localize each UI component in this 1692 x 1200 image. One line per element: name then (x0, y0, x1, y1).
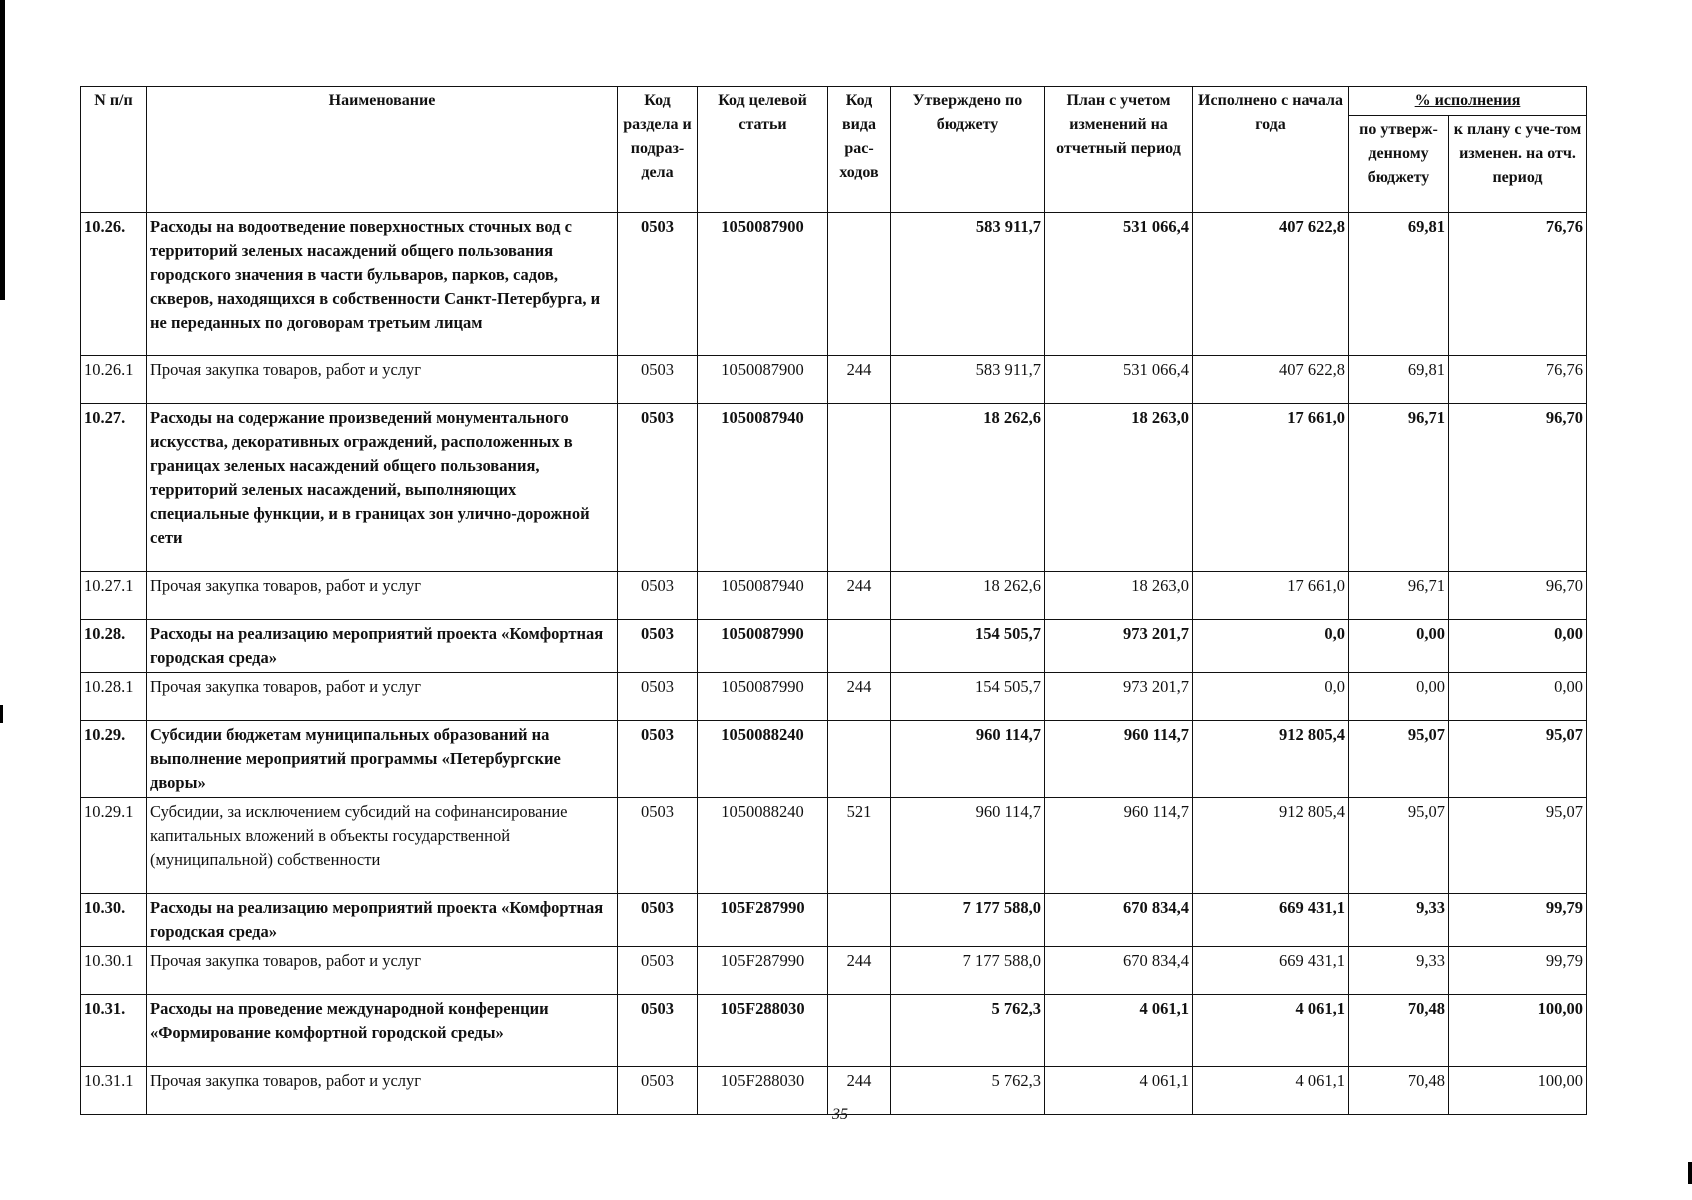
cell-name: Прочая закупка товаров, работ и услуг (147, 1067, 618, 1115)
cell-name: Расходы на реализацию мероприятий проекта «Комфортная городская среда» (147, 620, 618, 673)
cell-target: 1050088240 (698, 798, 828, 894)
cell-name: Расходы на содержание произведений монументального искусства, декоративных ограждений, расположенных в границах зеленых насаждений общего пользования, территорий зеленых насаждений, выполняющих специальные функции, и в границах зон улично-дорожной сети (147, 404, 618, 572)
cell-vid (828, 213, 891, 356)
cell-target: 1050087900 (698, 213, 828, 356)
cell-plan: 973 201,7 (1045, 673, 1193, 721)
cell-pct-approved: 96,71 (1349, 404, 1449, 572)
cell-pct-plan: 0,00 (1449, 620, 1587, 673)
cell-pct-approved: 95,07 (1349, 798, 1449, 894)
cell-executed: 407 622,8 (1193, 356, 1349, 404)
cell-razdel: 0503 (618, 620, 698, 673)
table-row (81, 620, 1587, 673)
header-name: Наименование (147, 87, 618, 213)
cell-target: 105F288030 (698, 995, 828, 1067)
cell-pct-plan: 76,76 (1449, 356, 1587, 404)
cell-name: Прочая закупка товаров, работ и услуг (147, 947, 618, 995)
cell-vid (828, 620, 891, 673)
cell-vid: 244 (828, 572, 891, 620)
page-number: 35 (832, 1106, 848, 1123)
cell-approved: 5 762,3 (891, 995, 1045, 1067)
header-executed: Исполнено с начала года (1193, 87, 1349, 213)
scan-mark-right (1688, 1162, 1692, 1184)
cell-target: 105F287990 (698, 894, 828, 947)
cell-approved: 960 114,7 (891, 798, 1045, 894)
cell-pct-approved: 9,33 (1349, 947, 1449, 995)
cell-executed: 912 805,4 (1193, 721, 1349, 798)
cell-num: 10.28.1 (81, 673, 147, 721)
cell-approved: 7 177 588,0 (891, 894, 1045, 947)
cell-plan: 670 834,4 (1045, 947, 1193, 995)
cell-pct-approved: 96,71 (1349, 572, 1449, 620)
cell-razdel: 0503 (618, 404, 698, 572)
cell-razdel: 0503 (618, 356, 698, 404)
cell-executed: 4 061,1 (1193, 995, 1349, 1067)
cell-pct-plan: 95,07 (1449, 721, 1587, 798)
cell-vid (828, 404, 891, 572)
cell-num: 10.29.1 (81, 798, 147, 894)
cell-pct-approved: 95,07 (1349, 721, 1449, 798)
cell-pct-plan: 100,00 (1449, 1067, 1587, 1115)
cell-name: Прочая закупка товаров, работ и услуг (147, 356, 618, 404)
cell-pct-approved: 70,48 (1349, 1067, 1449, 1115)
cell-plan: 531 066,4 (1045, 213, 1193, 356)
cell-executed: 912 805,4 (1193, 798, 1349, 894)
scan-mark-left (0, 705, 3, 723)
cell-name: Прочая закупка товаров, работ и услуг (147, 673, 618, 721)
cell-vid: 244 (828, 673, 891, 721)
cell-pct-plan: 99,79 (1449, 894, 1587, 947)
header-row (81, 87, 1587, 116)
cell-plan: 960 114,7 (1045, 798, 1193, 894)
cell-pct-plan: 76,76 (1449, 213, 1587, 356)
cell-target: 1050087900 (698, 356, 828, 404)
cell-name: Расходы на реализацию мероприятий проекта «Комфортная городская среда» (147, 894, 618, 947)
cell-razdel: 0503 (618, 947, 698, 995)
table-row (81, 673, 1587, 721)
cell-name: Расходы на водоотведение поверхностных сточных вод с территорий зеленых насаждений общего пользования городского значения в части бульваров, парков, садов, скверов, находящихся в собственности Санкт-Петербурга, и не переданных по договорам третьим лицам (147, 213, 618, 356)
cell-razdel: 0503 (618, 673, 698, 721)
cell-executed: 669 431,1 (1193, 947, 1349, 995)
cell-approved: 583 911,7 (891, 213, 1045, 356)
cell-target: 105F287990 (698, 947, 828, 995)
table-row (81, 572, 1587, 620)
cell-plan: 18 263,0 (1045, 572, 1193, 620)
header-target: Код целевой статьи (698, 87, 828, 213)
cell-plan: 670 834,4 (1045, 894, 1193, 947)
cell-razdel: 0503 (618, 894, 698, 947)
table-row (81, 356, 1587, 404)
header-pct-group: % исполнения (1349, 87, 1587, 116)
header-pct-approved: по утверж-денному бюджету (1349, 116, 1449, 213)
cell-executed: 0,0 (1193, 620, 1349, 673)
cell-target: 1050088240 (698, 721, 828, 798)
cell-num: 10.30.1 (81, 947, 147, 995)
cell-pct-plan: 96,70 (1449, 572, 1587, 620)
cell-target: 1050087990 (698, 620, 828, 673)
table-row (81, 995, 1587, 1067)
cell-approved: 18 262,6 (891, 404, 1045, 572)
cell-executed: 17 661,0 (1193, 572, 1349, 620)
cell-approved: 583 911,7 (891, 356, 1045, 404)
cell-target: 1050087940 (698, 404, 828, 572)
cell-razdel: 0503 (618, 213, 698, 356)
cell-name: Субсидии бюджетам муниципальных образований на выполнение мероприятий программы «Петербургские дворы» (147, 721, 618, 798)
cell-vid (828, 995, 891, 1067)
header-approved: Утверждено по бюджету (891, 87, 1045, 213)
cell-pct-approved: 0,00 (1349, 673, 1449, 721)
cell-vid (828, 894, 891, 947)
cell-razdel: 0503 (618, 721, 698, 798)
cell-vid (828, 721, 891, 798)
cell-approved: 154 505,7 (891, 673, 1045, 721)
header-vid: Код вида рас-ходов (828, 87, 891, 213)
header-plan: План с учетом изменений на отчетный период (1045, 87, 1193, 213)
cell-num: 10.26.1 (81, 356, 147, 404)
cell-approved: 5 762,3 (891, 1067, 1045, 1115)
cell-plan: 4 061,1 (1045, 995, 1193, 1067)
cell-num: 10.31.1 (81, 1067, 147, 1115)
cell-razdel: 0503 (618, 572, 698, 620)
scan-edge-left (0, 0, 5, 300)
cell-num: 10.28. (81, 620, 147, 673)
cell-plan: 973 201,7 (1045, 620, 1193, 673)
cell-pct-plan: 95,07 (1449, 798, 1587, 894)
table-row (81, 947, 1587, 995)
cell-target: 1050087990 (698, 673, 828, 721)
cell-executed: 0,0 (1193, 673, 1349, 721)
cell-num: 10.26. (81, 213, 147, 356)
cell-name: Субсидии, за исключением субсидий на софинансирование капитальных вложений в объекты государственной (муниципальной) собственности (147, 798, 618, 894)
table-row (81, 798, 1587, 894)
cell-pct-approved: 9,33 (1349, 894, 1449, 947)
cell-approved: 154 505,7 (891, 620, 1045, 673)
header-num: N п/п (81, 87, 147, 213)
cell-razdel: 0503 (618, 798, 698, 894)
cell-razdel: 0503 (618, 995, 698, 1067)
table-row (81, 404, 1587, 572)
cell-name: Расходы на проведение международной конференции «Формирование комфортной городской среды» (147, 995, 618, 1067)
table-row (81, 213, 1587, 356)
cell-pct-plan: 0,00 (1449, 673, 1587, 721)
cell-pct-approved: 70,48 (1349, 995, 1449, 1067)
cell-executed: 407 622,8 (1193, 213, 1349, 356)
cell-name: Прочая закупка товаров, работ и услуг (147, 572, 618, 620)
cell-plan: 960 114,7 (1045, 721, 1193, 798)
cell-executed: 669 431,1 (1193, 894, 1349, 947)
cell-razdel: 0503 (618, 1067, 698, 1115)
cell-vid: 521 (828, 798, 891, 894)
cell-vid: 244 (828, 356, 891, 404)
cell-target: 1050087940 (698, 572, 828, 620)
cell-pct-plan: 96,70 (1449, 404, 1587, 572)
cell-num: 10.27. (81, 404, 147, 572)
table-row (81, 894, 1587, 947)
header-razdel: Код раздела и подраз-дела (618, 87, 698, 213)
cell-approved: 7 177 588,0 (891, 947, 1045, 995)
cell-num: 10.30. (81, 894, 147, 947)
cell-executed: 17 661,0 (1193, 404, 1349, 572)
cell-pct-plan: 99,79 (1449, 947, 1587, 995)
cell-pct-approved: 69,81 (1349, 356, 1449, 404)
cell-approved: 18 262,6 (891, 572, 1045, 620)
cell-plan: 531 066,4 (1045, 356, 1193, 404)
cell-plan: 4 061,1 (1045, 1067, 1193, 1115)
cell-vid: 244 (828, 1067, 891, 1115)
cell-target: 105F288030 (698, 1067, 828, 1115)
cell-num: 10.31. (81, 995, 147, 1067)
header-pct-plan: к плану с уче-том изменен. на отч. период (1449, 116, 1587, 213)
cell-pct-plan: 100,00 (1449, 995, 1587, 1067)
cell-pct-approved: 69,81 (1349, 213, 1449, 356)
cell-num: 10.27.1 (81, 572, 147, 620)
cell-vid: 244 (828, 947, 891, 995)
cell-pct-approved: 0,00 (1349, 620, 1449, 673)
cell-num: 10.29. (81, 721, 147, 798)
budget-execution-table (80, 86, 1587, 1115)
cell-executed: 4 061,1 (1193, 1067, 1349, 1115)
cell-plan: 18 263,0 (1045, 404, 1193, 572)
table-row (81, 721, 1587, 798)
cell-approved: 960 114,7 (891, 721, 1045, 798)
